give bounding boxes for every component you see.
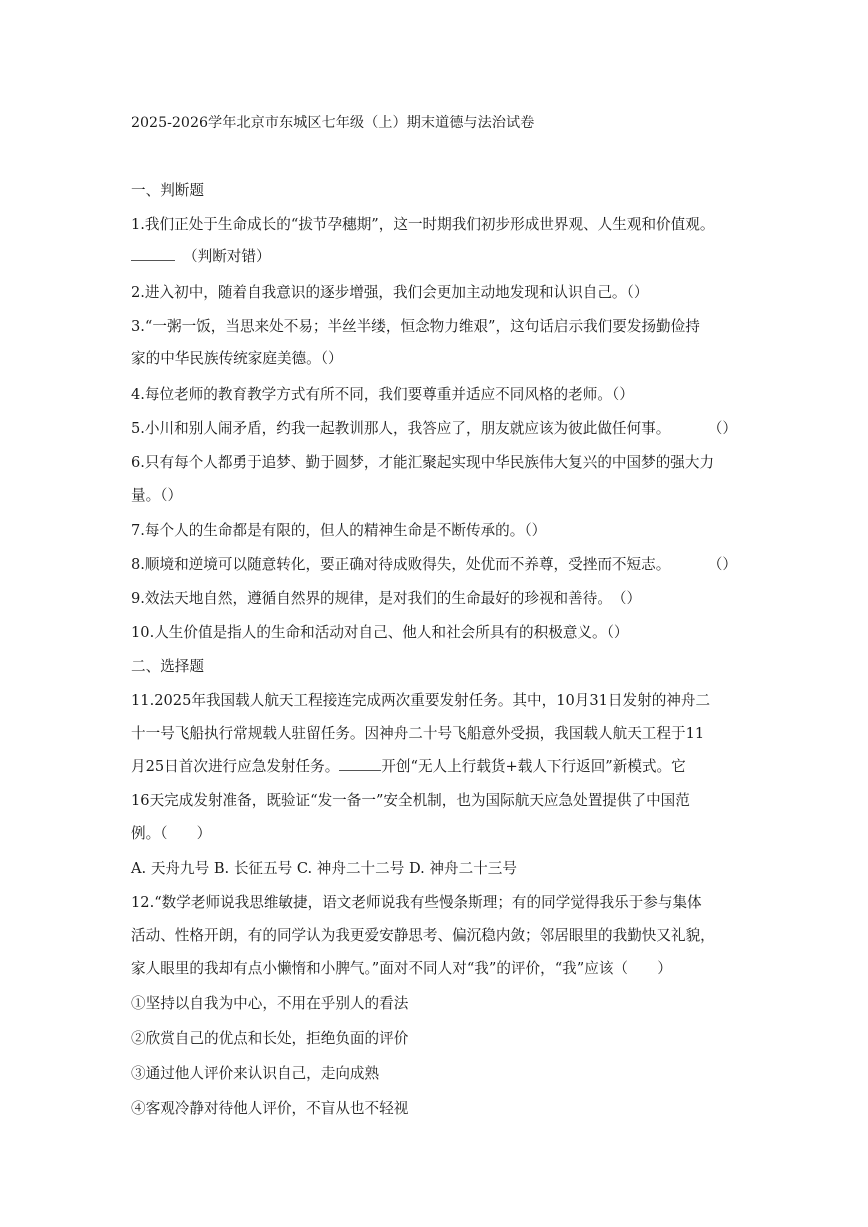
q2: 2.进入初中，随着自我意识的逐步增强，我们会更加主动地发现和认识自己。（） (131, 284, 649, 301)
q12-line3: 家人眼里的我却有点小懒惰和小脾气。”面对不同人对“我”的评价，“我”应该（ ） (131, 960, 672, 977)
q4: 4.每位老师的教育教学方式有所不同，我们要尊重并适应不同风格的老师。（） (131, 386, 634, 403)
q11-line3-post: 开创“无人上行载货+载人下行返回”新模式。它 (381, 758, 686, 775)
q3-line2: 家的中华民族传统家庭美德。（） (131, 350, 343, 367)
q6-line1: 6.只有每个人都勇于追梦、勤于圆梦，才能汇聚起实现中华民族伟大复兴的中国梦的强大力 (131, 454, 715, 471)
q5-paren: （） (707, 420, 737, 437)
q9: 9.效法天地自然，遵循自然界的规律，是对我们的生命最好的珍视和善待。 （） (131, 590, 642, 607)
q11-line5: 例。（ ） (131, 825, 212, 842)
q5: 5.小川和别人闹矛盾，约我一起教训那人，我答应了，朋友就应该为彼此做任何事。 (131, 420, 671, 437)
q12-item-2: ②欣赏自己的优点和长处，拒绝负面的评价 (131, 1030, 409, 1047)
q11-line3-pre: 月25日首次进行应急发射任务。 (131, 758, 340, 775)
q7: 7.每个人的生命都是有限的，但人的精神生命是不断传承的。（） (131, 522, 547, 539)
q1-line2 (131, 247, 271, 267)
answer-blank (339, 758, 381, 771)
q12-item-3: ③通过他人评价来认识自己，走向成熟 (131, 1065, 380, 1082)
q12-item-1: ①坚持以自我为中心，不用在乎别人的看法 (131, 995, 409, 1012)
q12-item-4: ④客观冷静对待他人评价，不盲从也不轻视 (131, 1100, 409, 1117)
q1-line1: 1.我们正处于生命成长的“拔节孕穗期”，这一时期我们初步形成世界观、人生观和价值观。 (131, 216, 715, 233)
q11-options: A. 天舟九号 B. 长征五号 C. 神舟二十二号 D. 神舟二十三号 (131, 860, 517, 877)
q3-line1: 3.“一粥一饭，当思来处不易；半丝半缕，恒念物力维艰”，这句话启示我们要发扬勤俭持 (131, 318, 700, 335)
q6-line2: 量。（） (131, 487, 183, 504)
q12-line1: 12.“数学老师说我思维敏捷，语文老师说我有些慢条斯理；有的同学觉得我乐于参与集体 (131, 894, 702, 911)
q11-line2: 十一号飞船执行常规载人驻留任务。因神舟二十号飞船意外受损，我国载人航天工程于11 (131, 725, 705, 742)
exam-title: 2025-2026学年北京市东城区七年级（上）期末道德与法治试卷 (131, 115, 535, 131)
q12-line2: 活动、性格开朗，有的同学认为我更爱安静思考、偏沉稳内敛；邻居眼里的我勤快又礼貌， (131, 927, 715, 944)
section2-heading: 二、选择题 (131, 658, 204, 675)
answer-blank (131, 248, 175, 261)
q11-line4: 16天完成发射准备，既验证“发一备一”安全机制，也为国际航天应急处置提供了中国范 (131, 792, 690, 809)
q8-paren: （） (707, 556, 737, 573)
q11-line3 (131, 757, 686, 777)
q10: 10.人生价值是指人的生命和活动对自己、他人和社会所具有的积极意义。（） (131, 624, 629, 641)
q11-line1: 11.2025年我国载人航天工程接连完成两次重要发射任务。其中，10月31日发射的神舟二 (131, 692, 711, 709)
q8: 8.顺境和逆境可以随意转化，要正确对待成败得失，处优而不养尊，受挫而不短志。 (131, 556, 671, 573)
section1-heading: 一、判断题 (131, 182, 204, 199)
q1-hint: （判断对错） (183, 248, 271, 265)
